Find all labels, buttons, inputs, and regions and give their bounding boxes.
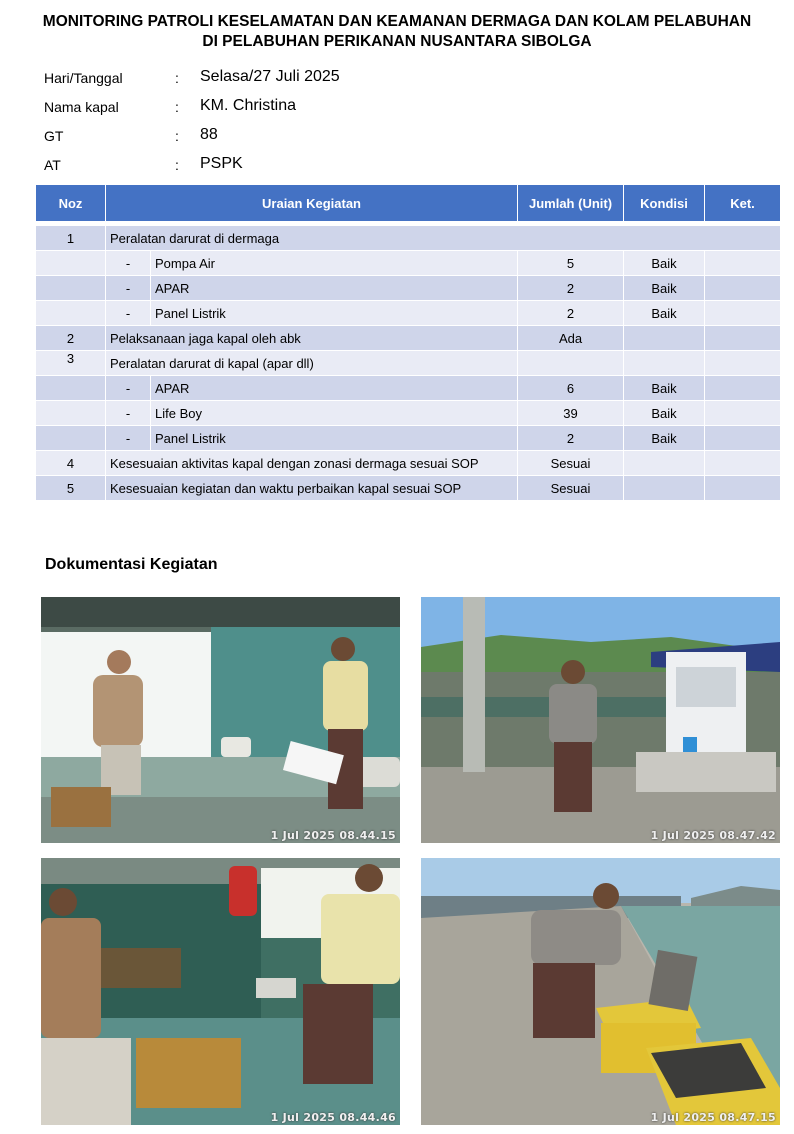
row-item: Panel Listrik <box>151 301 518 326</box>
table-row <box>36 426 781 451</box>
row-jumlah: 6 <box>518 376 624 401</box>
header-jumlah: Jumlah (Unit) <box>518 185 624 222</box>
row-item: APAR <box>151 276 518 301</box>
row-dash: - <box>106 251 151 276</box>
info-row-at <box>44 153 544 182</box>
info-colon: : <box>175 157 179 173</box>
table-row <box>36 451 781 476</box>
row-jumlah: Ada <box>518 326 624 351</box>
info-value: PSPK <box>200 155 243 172</box>
photo-timestamp: 1 Jul 2025 08.44.46 <box>270 1111 396 1124</box>
table-row <box>36 301 781 326</box>
info-label: AT <box>44 157 61 173</box>
row-jumlah: 2 <box>518 301 624 326</box>
header-no: Noz <box>36 185 106 222</box>
info-label: Nama kapal <box>44 99 119 115</box>
info-value: KM. Christina <box>200 97 297 114</box>
row-kondisi: Baik <box>624 426 705 451</box>
table-row <box>36 251 781 276</box>
info-row-ship-name <box>44 95 544 124</box>
info-colon: : <box>175 128 179 144</box>
title-line-1: MONITORING PATROLI KESELAMATAN DAN KEAMANAN DERMAGA DAN KOLAM PELABUHAN <box>42 13 752 30</box>
patrol-table <box>35 184 781 501</box>
table-row <box>36 476 781 501</box>
row-kondisi: Baik <box>624 276 705 301</box>
photo-engine-graphic <box>41 858 400 1125</box>
row-item: Life Boy <box>151 401 518 426</box>
row-text: Peralatan darurat di dermaga <box>106 226 781 251</box>
photo-dock-panel <box>421 597 780 843</box>
row-kondisi: Baik <box>624 376 705 401</box>
photo-cabin-graphic <box>41 597 400 843</box>
header-kondisi: Kondisi <box>624 185 705 222</box>
row-item: Panel Listrik <box>151 426 518 451</box>
info-value: Selasa/27 Juli 2025 <box>200 68 340 85</box>
row-text: Peralatan darurat di kapal (apar dll) <box>106 351 518 376</box>
photo-dock-graphic <box>421 597 780 843</box>
header-ket: Ket. <box>705 185 781 222</box>
row-jumlah: 2 <box>518 276 624 301</box>
table-row <box>36 376 781 401</box>
row-kondisi: Baik <box>624 401 705 426</box>
photo-timestamp: 1 Jul 2025 08.44.15 <box>270 829 396 842</box>
row-dash: - <box>106 276 151 301</box>
row-dash: - <box>106 401 151 426</box>
info-colon: : <box>175 70 179 86</box>
table-header-row <box>36 185 781 222</box>
photo-engine-room <box>41 858 400 1125</box>
row-item: Pompa Air <box>151 251 518 276</box>
info-label: GT <box>44 128 64 144</box>
title-line-2: DI PELABUHAN PERIKANAN NUSANTARA SIBOLGA <box>202 33 592 50</box>
photo-cabin-inspection <box>41 597 400 843</box>
row-dash: - <box>106 301 151 326</box>
table-row <box>36 276 781 301</box>
header-uraian: Uraian Kegiatan <box>106 185 518 222</box>
table-row <box>36 351 781 376</box>
row-jumlah: 2 <box>518 426 624 451</box>
row-text: Kesesuaian kegiatan dan waktu perbaikan kapal sesuai SOP <box>106 476 518 501</box>
info-row-date <box>44 66 544 95</box>
row-dash: - <box>106 376 151 401</box>
row-no: 2 <box>36 326 106 351</box>
row-dash: - <box>106 426 151 451</box>
photo-pier-graphic <box>421 858 780 1125</box>
row-no: 5 <box>36 476 106 501</box>
row-item: APAR <box>151 376 518 401</box>
row-jumlah: Sesuai <box>518 451 624 476</box>
photo-timestamp: 1 Jul 2025 08.47.15 <box>650 1111 776 1124</box>
row-kondisi: Baik <box>624 251 705 276</box>
info-row-gt <box>44 124 544 153</box>
row-jumlah: 39 <box>518 401 624 426</box>
row-jumlah: Sesuai <box>518 476 624 501</box>
row-no: 3 <box>36 351 106 376</box>
row-kondisi: Baik <box>624 301 705 326</box>
table-row <box>36 326 781 351</box>
photo-timestamp: 1 Jul 2025 08.47.42 <box>650 829 776 842</box>
table-row <box>36 226 781 251</box>
table-row <box>36 401 781 426</box>
row-jumlah: 5 <box>518 251 624 276</box>
row-text: Pelaksanaan jaga kapal oleh abk <box>106 326 518 351</box>
info-value: 88 <box>200 126 218 143</box>
document-title <box>0 12 794 52</box>
row-no: 4 <box>36 451 106 476</box>
documentation-title: Dokumentasi Kegiatan <box>45 556 218 573</box>
info-colon: : <box>175 99 179 115</box>
info-label: Hari/Tanggal <box>44 70 123 86</box>
row-no: 1 <box>36 226 106 251</box>
photo-pier-box <box>421 858 780 1125</box>
row-text: Kesesuaian aktivitas kapal dengan zonasi dermaga sesuai SOP <box>106 451 518 476</box>
